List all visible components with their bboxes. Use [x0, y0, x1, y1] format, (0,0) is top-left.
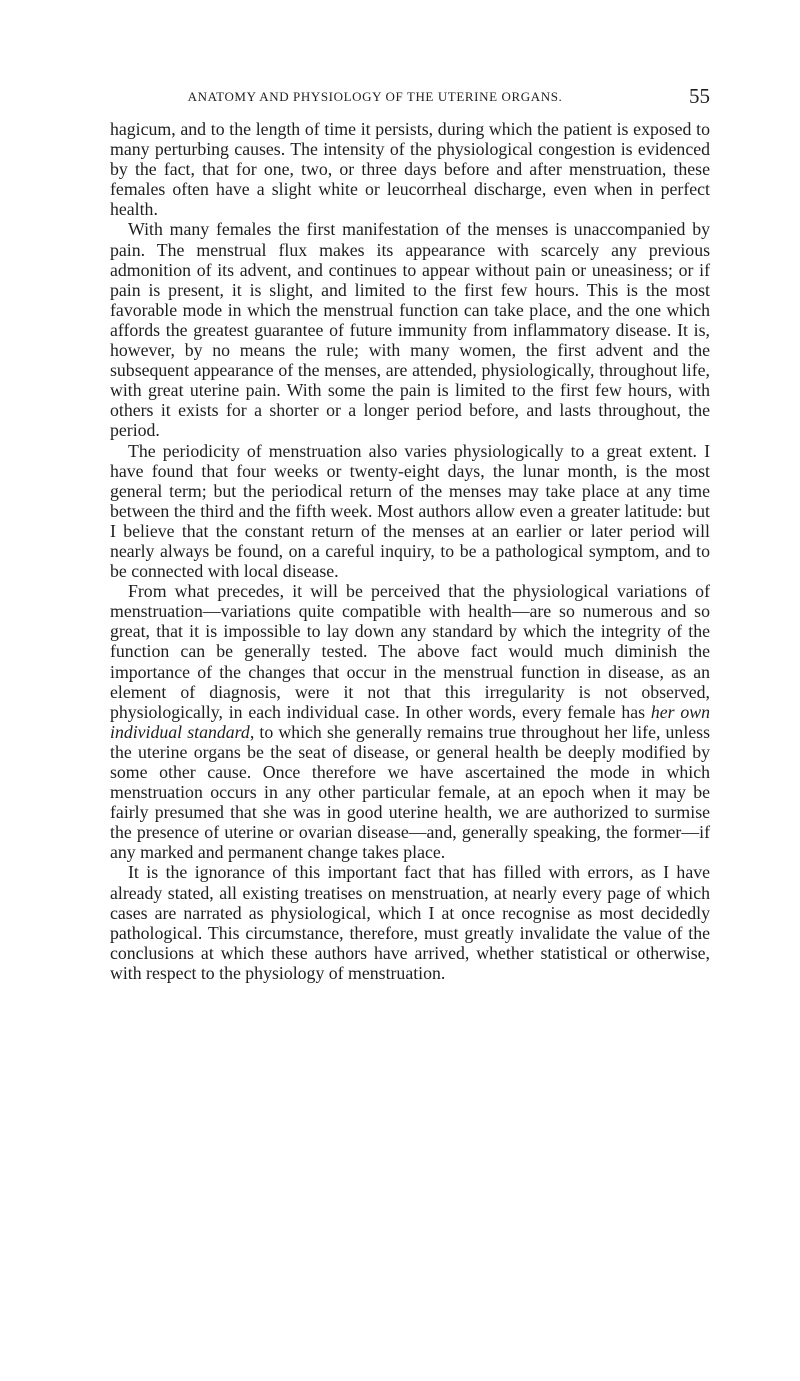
- running-head: [110, 84, 710, 110]
- paragraph-menstrual-pain: With many females the first manifestation of the menses is unaccompanied by pain. The menstrual flux makes its appearance with scarcely any previous admonition of its advent, and continues to appear without pain or uneasiness; or if pain is present, it is slight, and limited to the first few hours. This is the most favorable mode in which the menstrual function can take place, and the one which affords the greatest guarantee of future immunity from inflammatory disease. It is, however, by no means the rule; with many women, the first advent and the subsequent appearance of the menses, are attended, physiologically, throughout life, with great uterine pain. With some the pain is limited to the first few hours, with others it exists for a shorter or a longer period before, and lasts throughout, the period.: [110, 219, 710, 441]
- page-number: 55: [689, 84, 710, 108]
- paragraph-continuation: hagicum, and to the length of time it persists, during which the patient is exposed to many perturbing causes. The intensity of the physiological congestion is evidenced by the fact, that for one, two, or three days before and after menstruation, these females often have a slight white or leucorrheal discharge, even when in perfect health.: [110, 119, 710, 220]
- paragraph-variations: [110, 581, 710, 862]
- paragraph-variations-end: , to which she generally remains true throughout her life, unless the uterine organs be the seat of disease, or general health be deeply modified by some other cause. Once therefore we have ascertained the mode in which menstruation occurs in any other particular female, at an epoch when it may be fairly presumed that she was in good uterine health, we are authorized to surmise the presence of uterine or ovarian disease—and, generally speaking, the former—if any marked and permanent change takes place.: [110, 721, 710, 863]
- paragraph-ignorance: It is the ignorance of this important fact that has filled with errors, as I have already stated, all existing treatises on menstruation, at nearly every page of which cases are narrated as physiological, which I at once recognise as most decidedly pathological. This circumstance, therefore, must greatly invalidate the value of the conclusions at which these authors have arrived, whether statistical or otherwise, with respect to the physiology of menstruation.: [110, 862, 710, 983]
- running-title: ANATOMY AND PHYSIOLOGY OF THE UTERINE ORGANS.: [187, 89, 563, 104]
- paragraph-variations-start: From what precedes, it will be perceived that the physiological variations of menstruation—variations quite compatible with health—are so numerous and so great, that it is impossible to lay down any standard by which the integrity of the function can be generally tested. The above fact would much diminish the importance of the changes that occur in the menstrual function in disease, as an element of diagnosis, were it not that this irregularity is not observed, physiologically, in each individual case. In other words, every female has: [110, 581, 710, 722]
- body-text: [110, 119, 710, 983]
- paragraph-periodicity: The periodicity of menstruation also varies physiologically to a great extent. I have found that four weeks or twenty-eight days, the lunar month, is the most general term; but the periodical return of the menses may take place at any time between the third and the fifth week. Most authors allow even a greater latitude: but I believe that the constant return of the menses at an earlier or later period will nearly always be found, on a careful inquiry, to be a pathological symptom, and to be connected with local disease.: [110, 440, 710, 582]
- italic-phrase: her own individual standard: [110, 701, 710, 742]
